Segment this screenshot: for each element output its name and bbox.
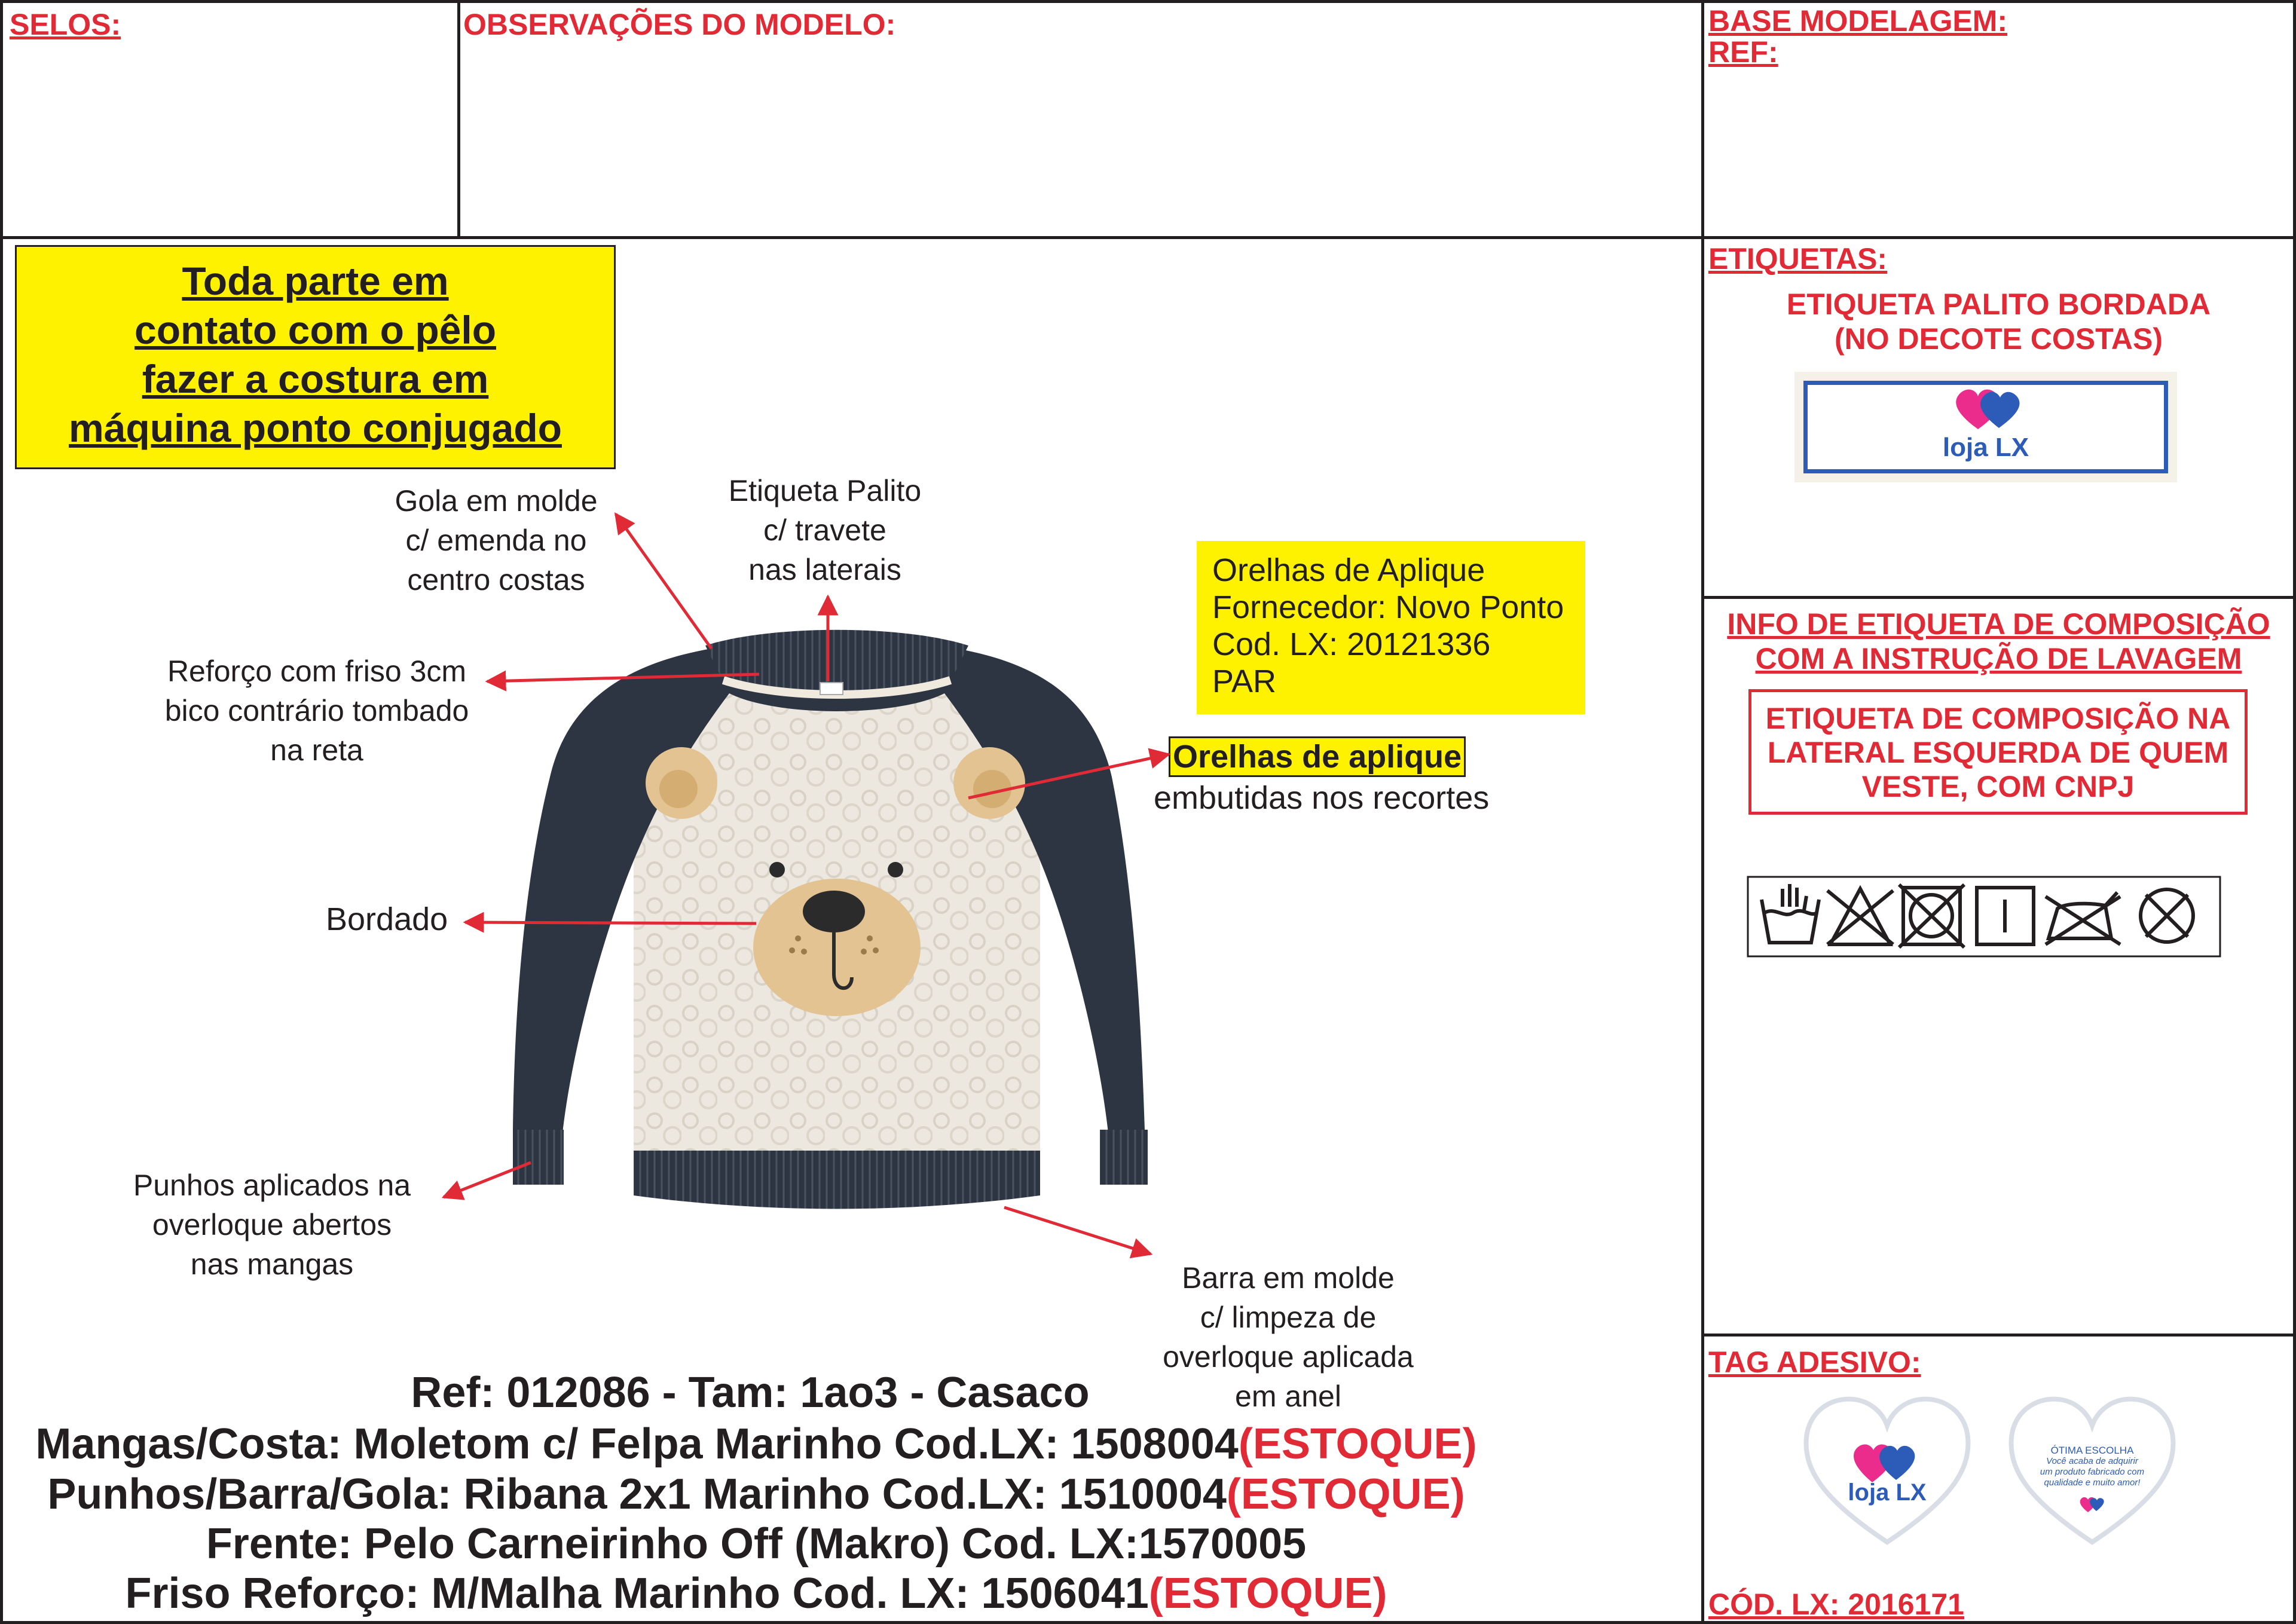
barra-line-2: c/ limpeza de	[1200, 1301, 1377, 1334]
care-symbols	[1747, 876, 2222, 958]
neck-label	[820, 683, 843, 695]
info-line-2: COM A INSTRUÇÃO DE LAVAGEM	[1755, 642, 2242, 675]
arrow-gola	[616, 514, 711, 649]
orelhas-subtitle: embutidas nos recortes	[1154, 780, 1490, 816]
spec-punhos-text: Punhos/Barra/Gola: Ribana 2x1 Marinho Cod.LX: 1510004	[47, 1470, 1227, 1518]
composicao-line-2: LATERAL ESQUERDA DE QUEM	[1767, 736, 2229, 769]
selos-label: SELOS:	[10, 8, 121, 41]
palito-text	[1701, 287, 2296, 356]
reforco-line-3: na reta	[270, 733, 363, 767]
left-cuff	[513, 1130, 564, 1185]
right-eye	[888, 862, 903, 877]
spec-ref-line: Ref: 012086 - Tam: 1ao3 - Casaco	[411, 1369, 1090, 1417]
nose	[803, 891, 865, 932]
spec-mangas-line	[0, 1419, 1608, 1469]
orelhas-title: Orelhas de aplique	[1169, 736, 1466, 777]
orelhas-box-line-2: Fornecedor: Novo Ponto	[1212, 589, 1564, 625]
palito-line-1: ETIQUETA PALITO BORDADA	[1786, 288, 2211, 321]
sidebar-divider-1	[1701, 236, 2296, 239]
spec-friso-text: Friso Reforço: M/Malha Marinho Cod. LX: 1506041	[125, 1570, 1149, 1617]
right-cuff	[1100, 1130, 1148, 1185]
composicao-box	[1748, 689, 2248, 815]
tag-back-line-3: um produto fabricado com	[2040, 1467, 2145, 1477]
base-modelagem-label: BASE MODELAGEM:	[1708, 4, 2007, 38]
tag-back-text	[2005, 1445, 2179, 1488]
tag-back-line-1: ÓTIMA ESCOLHA	[2050, 1445, 2134, 1456]
etiquetas-label: ETIQUETAS:	[1708, 242, 1888, 276]
brand-hearts-icon	[1951, 387, 2029, 432]
palito-label-sample	[1794, 372, 2177, 482]
brand-logo-text: loja LX	[1942, 433, 2029, 462]
spec-friso-line	[0, 1568, 1608, 1619]
tag-back-line-4: qualidade e muito amor!	[2044, 1478, 2141, 1488]
spec-mangas-text: Mangas/Costa: Moletom c/ Felpa Marinho Cod.LX: 1508004	[35, 1420, 1239, 1468]
reforco-line-2: bico contrário tombado	[164, 694, 469, 727]
arrow-barra	[1004, 1207, 1151, 1254]
spec-punhos-line	[0, 1469, 1608, 1519]
punhos-line-1: Punhos aplicados na	[133, 1169, 411, 1202]
orelhas-box-line-4: PAR	[1212, 663, 1277, 699]
etiqueta-palito-line-3: nas laterais	[748, 553, 901, 586]
hem-band	[634, 1151, 1040, 1209]
gola-line-3: centro costas	[407, 563, 585, 597]
tag-back-line-2: Você acaba de adquirir	[2046, 1456, 2138, 1466]
orelhas-box-line-3: Cod. LX: 20121336	[1212, 626, 1491, 662]
barra-line-4: em anel	[1235, 1380, 1341, 1413]
estoque-tag-3: (ESTOQUE)	[1148, 1570, 1387, 1617]
left-eye	[769, 862, 785, 877]
sidebar-divider-3	[1701, 1334, 2296, 1336]
reforco-line-1: Reforço com friso 3cm	[167, 655, 467, 688]
etiqueta-palito-line-1: Etiqueta Palito	[728, 474, 922, 507]
barra-line-3: overloque aplicada	[1163, 1340, 1414, 1374]
gola-line-1: Gola em molde	[395, 484, 598, 518]
arrow-bordado	[465, 922, 756, 923]
info-line-1: INFO DE ETIQUETA DE COMPOSIÇÃO	[1727, 607, 2270, 641]
warning-line-3: fazer a costura em	[142, 357, 489, 401]
spec-frente-line: Frente: Pelo Carneirinho Off (Makro) Cod. LX:1570005	[206, 1520, 1307, 1568]
info-composicao-label	[1701, 607, 2296, 676]
observacoes-label: OBSERVAÇÕES DO MODELO:	[463, 8, 896, 41]
composicao-line-1: ETIQUETA DE COMPOSIÇÃO NA	[1765, 702, 2231, 735]
sidebar-divider-2	[1701, 596, 2296, 599]
punhos-line-2: overloque abertos	[152, 1208, 392, 1241]
estoque-tag-1: (ESTOQUE)	[1238, 1420, 1477, 1468]
tag-front-brand: loja LX	[1848, 1479, 1927, 1506]
barra-line-1: Barra em molde	[1182, 1261, 1395, 1295]
gola-line-2: c/ emenda no	[405, 524, 587, 557]
tag-heart-front	[1800, 1393, 1974, 1548]
palito-line-2: (NO DECOTE COSTAS)	[1834, 322, 2163, 356]
bordado-annotation: Bordado	[326, 901, 448, 937]
warning-line-4: máquina ponto conjugado	[69, 406, 562, 450]
orelhas-box-line-1: Orelhas de Aplique	[1212, 552, 1485, 588]
tag-adesivo-label: TAG ADESIVO:	[1708, 1345, 1921, 1379]
composicao-line-3: VESTE, COM CNPJ	[1861, 770, 2135, 803]
cod-lx-label: CÓD. LX: 2016171	[1708, 1588, 1964, 1621]
etiqueta-palito-line-2: c/ travete	[763, 513, 886, 547]
ref-label: REF:	[1708, 35, 1778, 69]
warning-line-1: Toda parte em	[182, 259, 449, 303]
warning-line-2: contato com o pêlo	[134, 308, 497, 352]
punhos-line-3: nas mangas	[190, 1247, 354, 1281]
estoque-tag-2: (ESTOQUE)	[1226, 1470, 1465, 1518]
